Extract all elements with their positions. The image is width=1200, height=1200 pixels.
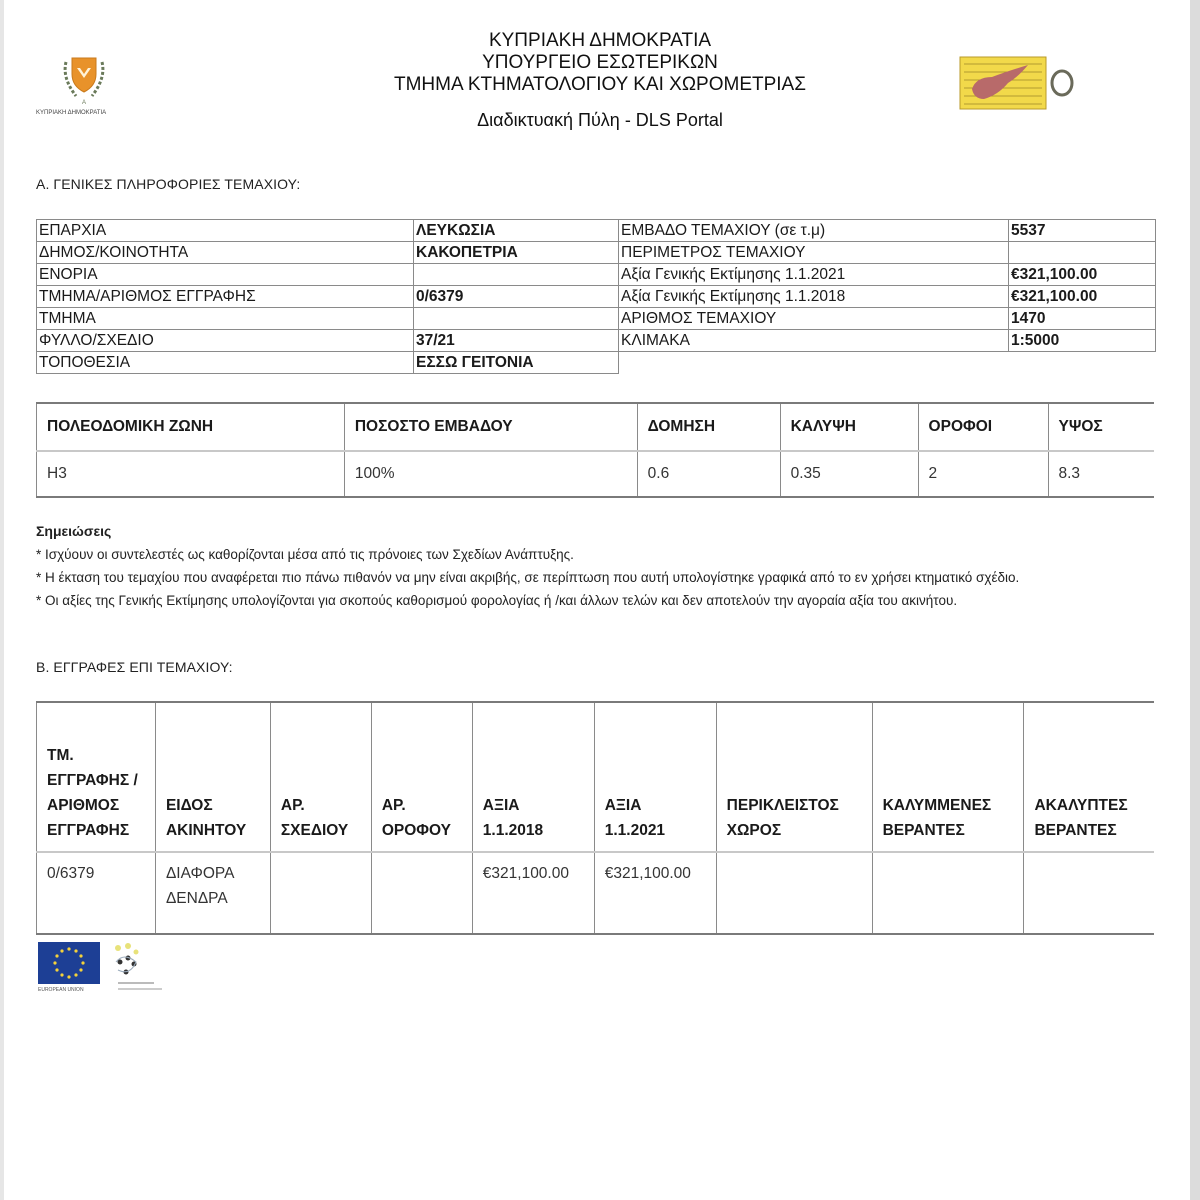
label-sheet-plan: ΦΥΛΛΟ/ΣΧΕΔΙΟ [37,330,414,352]
cell-uncovered-verandas [1024,852,1154,934]
eu-flag-icon [38,942,100,984]
note-item: * Ισχύουν οι συντελεστές ως καθορίζονται μέσα από τις πρόνοιες των Σχεδίων Ανάπτυξης. [36,547,574,562]
label-valuation-2018: Αξία Γενικής Εκτίμησης 1.1.2018 [619,286,1009,308]
table-row [37,330,1156,352]
cell-floors: 2 [918,451,1048,497]
svg-text:A: A [81,100,87,106]
table-row [37,451,1155,497]
col-registration: ΤΜ. ΕΓΓΡΑΦΗΣ / ΑΡΙΘΜΟΣ ΕΓΓΡΑΦΗΣ [37,702,156,852]
note-item: * Η έκταση του τεμαχίου που αναφέρεται πιο πάνω πιθανόν να μην είναι ακριβής, σε περίπτωση που αυτή υπολογίστηκε γραφικά από το εν χρήσει κτηματικό σχέδιο. [36,570,1020,585]
col-planning-zone: ΠΟΛΕΟΔΟΜΙΚΗ ΖΩΝΗ [37,403,345,451]
note-item: * Οι αξίες της Γενικής Εκτίμησης υπολογίζονται για σκοπούς καθορισμού φορολογίας ή /και άλλων τελών και δεν αποτελούν την αγοραία αξία του ακινήτου. [36,593,958,608]
col-floor-number: ΑΡ. ΟΡΟΦΟΥ [371,702,472,852]
table-header-row [37,403,1155,451]
value-perimeter [1009,242,1156,264]
header-line-department: ΤΜΗΜΑ ΚΤΗΜΑΤΟΛΟΓΙΟΥ ΚΑΙ ΧΩΡΟΜΕΤΡΙΑΣ [394,74,806,95]
col-area-percentage: ΠΟΣΟΣΤΟ ΕΜΒΑΔΟΥ [344,403,637,451]
portal-title: Διαδικτυακή Πύλη - DLS Portal [477,110,723,130]
coat-label: ΚΥΠΡΙΑΚΗ ΔΗΜΟΚΡΑΤΙΑ [36,110,107,116]
table-row [37,852,1155,934]
cell-value-2021: €321,100.00 [594,852,716,934]
partner-logo-icon [106,940,172,998]
label-scale: ΚΛΙΜΑΚΑ [619,330,1009,352]
col-uncovered-verandas: ΑΚΑΛΥΠΤΕΣ ΒΕΡΑΝΤΕΣ [1024,702,1154,852]
table-row [37,308,1156,330]
col-enclosed-space: ΠΕΡΙΚΛΕΙΣΤΟΣ ΧΩΡΟΣ [716,702,872,852]
header-line-ministry: ΥΠΟΥΡΓΕΙΟ ΕΣΩΤΕΡΙΚΩΝ [482,52,718,73]
label-valuation-2021: Αξία Γενικής Εκτίμησης 1.1.2021 [619,264,1009,286]
cell-plan-number [270,852,371,934]
col-coverage: ΚΑΛΥΨΗ [780,403,918,451]
table-header-row [37,702,1155,852]
label-province: ΕΠΑΡΧΙΑ [37,220,414,242]
col-floors: ΟΡΟΦΟΙ [918,403,1048,451]
section-b-title: Β. ΕΓΓΡΑΦΕΣ ΕΠΙ ΤΕΜΑΧΙΟΥ: [36,659,233,675]
parcel-records-table [36,701,1154,935]
empty-cell [1009,352,1156,374]
cell-height: 8.3 [1048,451,1154,497]
col-value-2018: ΑΞΙΑ 1.1.2018 [472,702,594,852]
col-plan-number: ΑΡ. ΣΧΕΔΙΟΥ [270,702,371,852]
cell-covered-verandas [872,852,1024,934]
label-parish: ΕΝΟΡΙΑ [37,264,414,286]
value-registration: 0/6379 [414,286,619,308]
notes-title: Σημειώσεις [36,523,112,539]
empty-cell [619,352,1009,374]
value-valuation-2018: €321,100.00 [1009,286,1156,308]
cell-building-density: 0.6 [637,451,780,497]
cell-enclosed-space [716,852,872,934]
cell-registration: 0/6379 [37,852,156,934]
col-value-2021: ΑΞΙΑ 1.1.2021 [594,702,716,852]
label-block: ΤΜΗΜΑ [37,308,414,330]
label-registration: ΤΜΗΜΑ/ΑΡΙΘΜΟΣ ΕΓΓΡΑΦΗΣ [37,286,414,308]
header-line-republic: ΚΥΠΡΙΑΚΗ ΔΗΜΟΚΡΑΤΙΑ [488,30,712,51]
col-building-density: ΔΟΜΗΣΗ [637,403,780,451]
col-covered-verandas: ΚΑΛΥΜΜΕΝΕΣ ΒΕΡΑΝΤΕΣ [872,702,1024,852]
value-municipality: ΚΑΚΟΠΕΤΡΙΑ [414,242,619,264]
label-location: ΤΟΠΟΘΕΣΙΑ [37,352,414,374]
cell-area-percentage: 100% [344,451,637,497]
table-row [37,286,1156,308]
eu-label: EUROPEAN UNION [38,987,84,993]
label-area: ΕΜΒΑΔΟ ΤΕΜΑΧΙΟΥ (σε τ.μ) [619,220,1009,242]
scrollbar[interactable] [1190,0,1200,1200]
cell-floor-number [371,852,472,934]
value-parish [414,264,619,286]
value-scale: 1:5000 [1009,330,1156,352]
cell-property-type: ΔΙΑΦΟΡΑ ΔΕΝΔΡΑ [155,852,270,934]
value-area: 5537 [1009,220,1156,242]
value-location: ΕΣΣΩ ΓΕΙΤΟΝΙΑ [414,352,619,374]
value-province: ΛΕΥΚΩΣΙΑ [414,220,619,242]
value-sheet-plan: 37/21 [414,330,619,352]
table-row [37,220,1156,242]
col-height: ΥΨΟΣ [1048,403,1154,451]
cell-planning-zone: Η3 [37,451,345,497]
cell-coverage: 0.35 [780,451,918,497]
document-header [300,30,900,131]
value-parcel-number: 1470 [1009,308,1156,330]
label-perimeter: ΠΕΡΙΜΕΤΡΟΣ ΤΕΜΑΧΙΟΥ [619,242,1009,264]
label-municipality: ΔΗΜΟΣ/ΚΟΙΝΟΤΗΤΑ [37,242,414,264]
section-a-title: Α. ΓΕΝΙΚΕΣ ΠΛΗΡΟΦΟΡΙΕΣ ΤΕΜΑΧΙΟΥ: [36,176,301,192]
table-row [37,352,1156,374]
table-row [37,264,1156,286]
parcel-general-info-table [36,219,1156,374]
table-row [37,242,1156,264]
dls-tag-logo-icon [958,55,1076,111]
cell-value-2018: €321,100.00 [472,852,594,934]
label-parcel-number: ΑΡΙΘΜΟΣ ΤΕΜΑΧΙΟΥ [619,308,1009,330]
value-block [414,308,619,330]
planning-zone-table [36,402,1154,498]
notes-block [36,520,1166,612]
col-property-type: ΕΙΔΟΣ ΑΚΙΝΗΤΟΥ [155,702,270,852]
page-left-edge [0,0,4,1200]
value-valuation-2021: €321,100.00 [1009,264,1156,286]
